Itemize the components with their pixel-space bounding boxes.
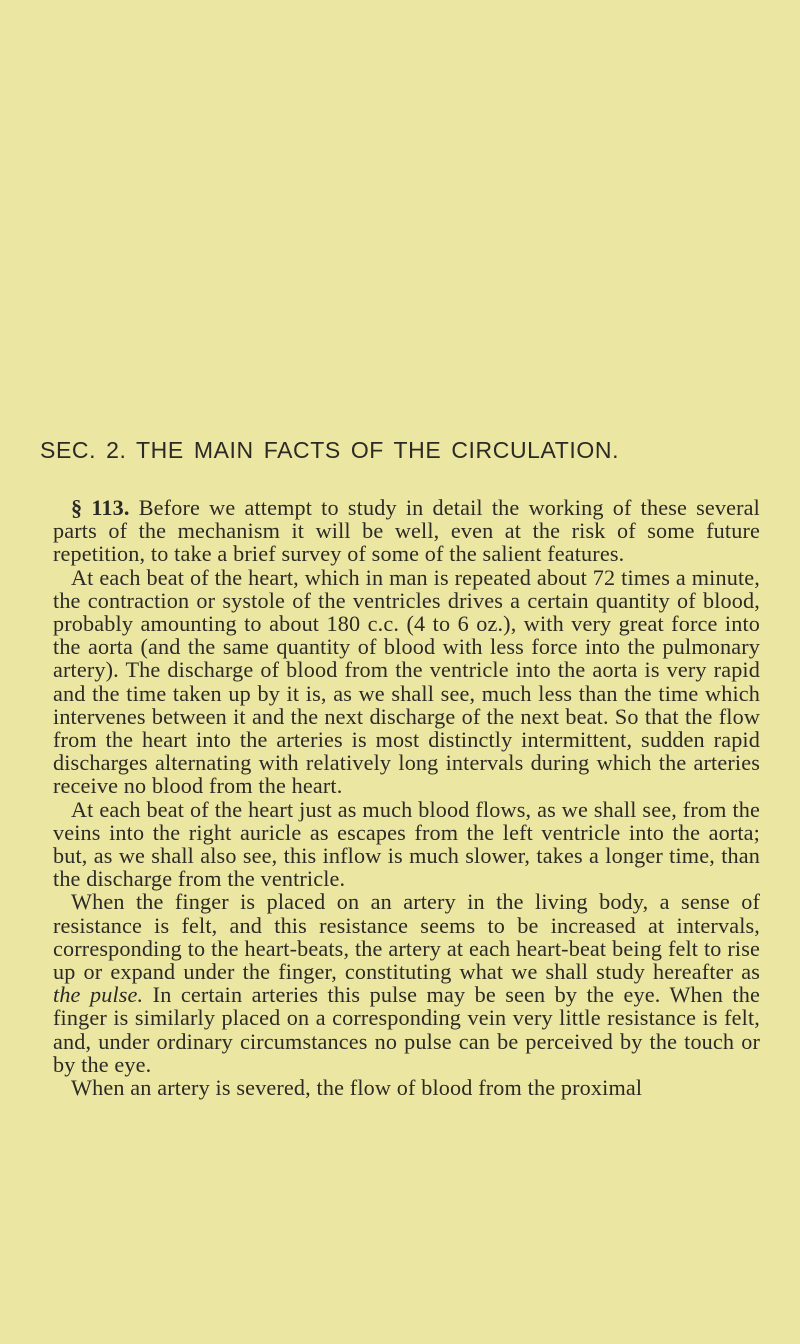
- section-heading: SEC. 2. THE MAIN FACTS OF THE CIRCULATION.: [40, 437, 620, 463]
- paragraph-pulse: [53, 890, 760, 1076]
- paragraph-113: [53, 496, 760, 566]
- paragraph-text: Before we attempt to study in detail the working of these several parts of the mechanism it will be well, even at the risk of some future repetition, to take a brief survey of some of the salient features.: [53, 495, 760, 567]
- paragraph-severed-artery: [53, 1076, 760, 1099]
- paragraph-text: At each beat of the heart, which in man is repeated about 72 times a minute, the contraction or systole of the ventricles drives a certain quantity of blood, probably amounting to about 180 c.c. (4 to 6 oz.), with very great force into the aorta (and the same quantity of blood with less force into the pulmonary artery). The discharge of blood from the ventricle into the aorta is very rapid and the time taken up by it is, as we shall see, much less than the time which intervenes between it and the next discharge of the next beat. So that the flow from the heart into the arteries is most distinctly intermittent, sudden rapid discharges alternating with relatively long intervals during which the arteries receive no blood from the heart.: [53, 564, 760, 799]
- section-number: § 113.: [71, 495, 130, 520]
- paragraph-heart-beat: [53, 566, 760, 798]
- pulse-term: the pulse.: [53, 982, 144, 1008]
- paragraph-text-after: In certain arteries this pulse may be seen by the eye. When the finger is similarly placed on a corresponding vein very little resistance is felt, and, under ordinary circumstances no pulse can be perceived by the touch or by the eye.: [53, 982, 760, 1077]
- paragraph-inflow: [53, 798, 760, 891]
- paragraph-text: When an artery is severed, the flow of blood from the proximal: [71, 1075, 643, 1101]
- paragraph-text: At each beat of the heart just as much blood flows, as we shall see, from the veins into the right auricle as escapes from the left ventricle into the aorta; but, as we shall also see, this inflow is much slower, takes a longer time, than the discharge from the ventricle.: [53, 796, 760, 892]
- paragraph-text-before: When the finger is placed on an artery in the living body, a sense of resistance is felt, and this resistance seems to be increased at intervals, corresponding to the heart-beats, the artery at each heart-beat being felt to rise up or expand under the finger, constituting what we shall study hereafter as: [53, 889, 760, 985]
- body-text: [53, 496, 760, 1099]
